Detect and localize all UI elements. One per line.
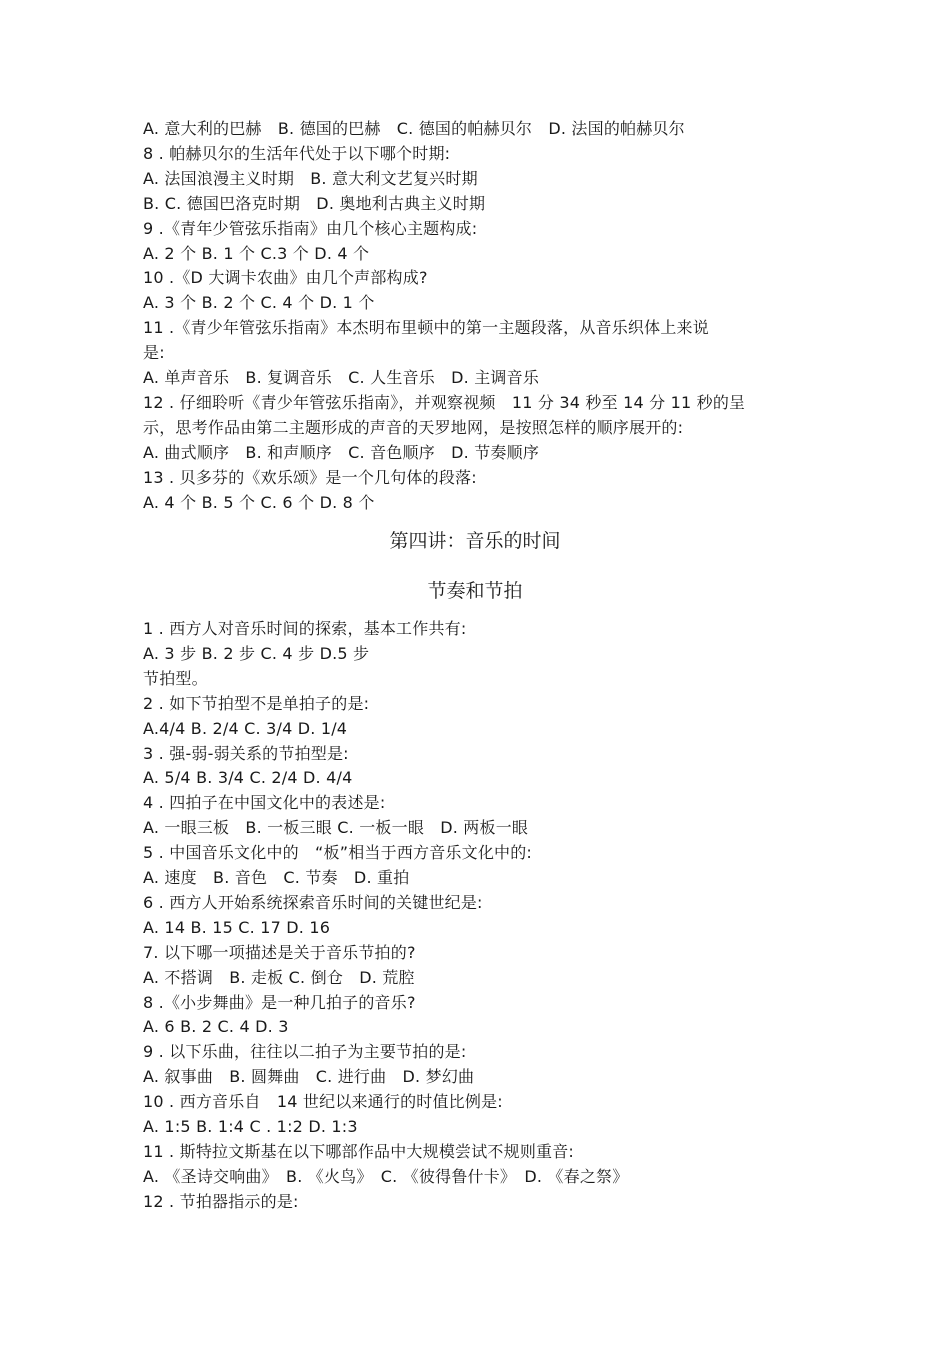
text-line: A. 一眼三板 B. 一板三眼 C. 一板一眼 D. 两板一眼 <box>143 818 529 838</box>
text-line: 9 . 以下乐曲，往往以二拍子为主要节拍的是: <box>143 1042 467 1062</box>
text-line: 8 .《小步舞曲》是一种几拍子的音乐? <box>143 992 416 1012</box>
text-line: 12 . 节拍器指示的是: <box>143 1191 299 1211</box>
text-line: A. 速度 B. 音色 C. 节奏 D. 重拍 <box>143 868 410 887</box>
text-line: 节拍型。 <box>143 668 208 688</box>
text-line: 10 .《D 大调卡农曲》由几个声部构成? <box>143 268 428 288</box>
text-line: B. C. 德国巴洛克时期 D. 奥地利古典主义时期 <box>143 193 486 213</box>
text-line: 8 . 帕赫贝尔的生活年代处于以下哪个时期: <box>143 143 451 163</box>
text-line: 2 . 如下节拍型不是单拍子的是: <box>143 693 370 713</box>
text-line: 4 . 四拍子在中国文化中的表述是: <box>143 793 386 813</box>
text-line: A. 法国浪漫主义时期 B. 意大利文艺复兴时期 <box>143 168 478 188</box>
text-line: 1 . 西方人对音乐时间的探索，基本工作共有: <box>143 619 467 638</box>
text-line: 示，思考作品由第二主题形成的声音的天罗地网，是按照怎样的顺序展开的: <box>143 417 684 437</box>
text-line: A. 6 B. 2 C. 4 D. 3 <box>143 1017 289 1037</box>
lecture-heading: 第四讲：音乐的时间 <box>389 530 561 552</box>
text-line: A. 不搭调 B. 走板 C. 倒仓 D. 荒腔 <box>143 967 415 987</box>
text-line: 9 .《青年少管弦乐指南》由几个核心主题构成: <box>143 218 478 238</box>
text-line: 6 . 西方人开始系统探索音乐时间的关键世纪是: <box>143 892 483 912</box>
text-line: A. 14 B. 15 C. 17 D. 16 <box>143 917 331 937</box>
text-line: 5 . 中国音乐文化中的 “板”相当于西方音乐文化中的: <box>143 843 533 863</box>
text-line: A. 叙事曲 B. 圆舞曲 C. 进行曲 D. 梦幻曲 <box>143 1067 475 1087</box>
text-line: A. 单声音乐 B. 复调音乐 C. 人生音乐 D. 主调音乐 <box>143 368 540 387</box>
text-line: 11 . 斯特拉文斯基在以下哪部作品中大规模尝试不规则重音: <box>143 1141 575 1161</box>
text-line: A. 2 个 B. 1 个 C.3 个 D. 4 个 <box>143 243 370 263</box>
text-line: 12 . 仔细聆听《青少年管弦乐指南》，并观察视频 11 分 34 秒至 14 分 11 秒的呈 <box>143 392 746 412</box>
text-line: 3 . 强-弱-弱关系的节拍型是: <box>143 743 349 763</box>
text-line: A. 3 个 B. 2 个 C. 4 个 D. 1 个 <box>143 293 375 313</box>
text-line: 13 . 贝多芬的《欢乐颂》是一个几句体的段落: <box>143 467 477 487</box>
text-line: A. 3 步 B. 2 步 C. 4 步 D.5 步 <box>143 643 370 663</box>
text-line: A. 意大利的巴赫 B. 德国的巴赫 C. 德国的帕赫贝尔 D. 法国的帕赫贝尔 <box>143 119 685 138</box>
text-line: 10 . 西方音乐自 14 世纪以来通行的时值比例是: <box>143 1092 503 1112</box>
text-line: A. 5/4 B. 3/4 C. 2/4 D. 4/4 <box>143 768 353 788</box>
text-line: 是: <box>143 343 165 363</box>
text-line: A. 4 个 B. 5 个 C. 6 个 D. 8 个 <box>143 492 375 512</box>
text-line: 7. 以下哪一项描述是关于音乐节拍的? <box>143 942 416 962</box>
text-line: A. 曲式顺序 B. 和声顺序 C. 音色顺序 D. 节奏顺序 <box>143 442 540 462</box>
text-line: 11 .《青少年管弦乐指南》本杰明布里顿中的第一主题段落，从音乐织体上来说 <box>143 318 709 338</box>
text-line: A. 《圣诗交响曲》 B. 《火鸟》 C. 《彼得鲁什卡》 D. 《春之祭》 <box>143 1166 629 1186</box>
section-heading: 节奏和节拍 <box>427 580 523 602</box>
text-line: A.4/4 B. 2/4 C. 3/4 D. 1/4 <box>143 718 348 738</box>
text-line: A. 1:5 B. 1:4 C . 1:2 D. 1:3 <box>143 1117 358 1136</box>
